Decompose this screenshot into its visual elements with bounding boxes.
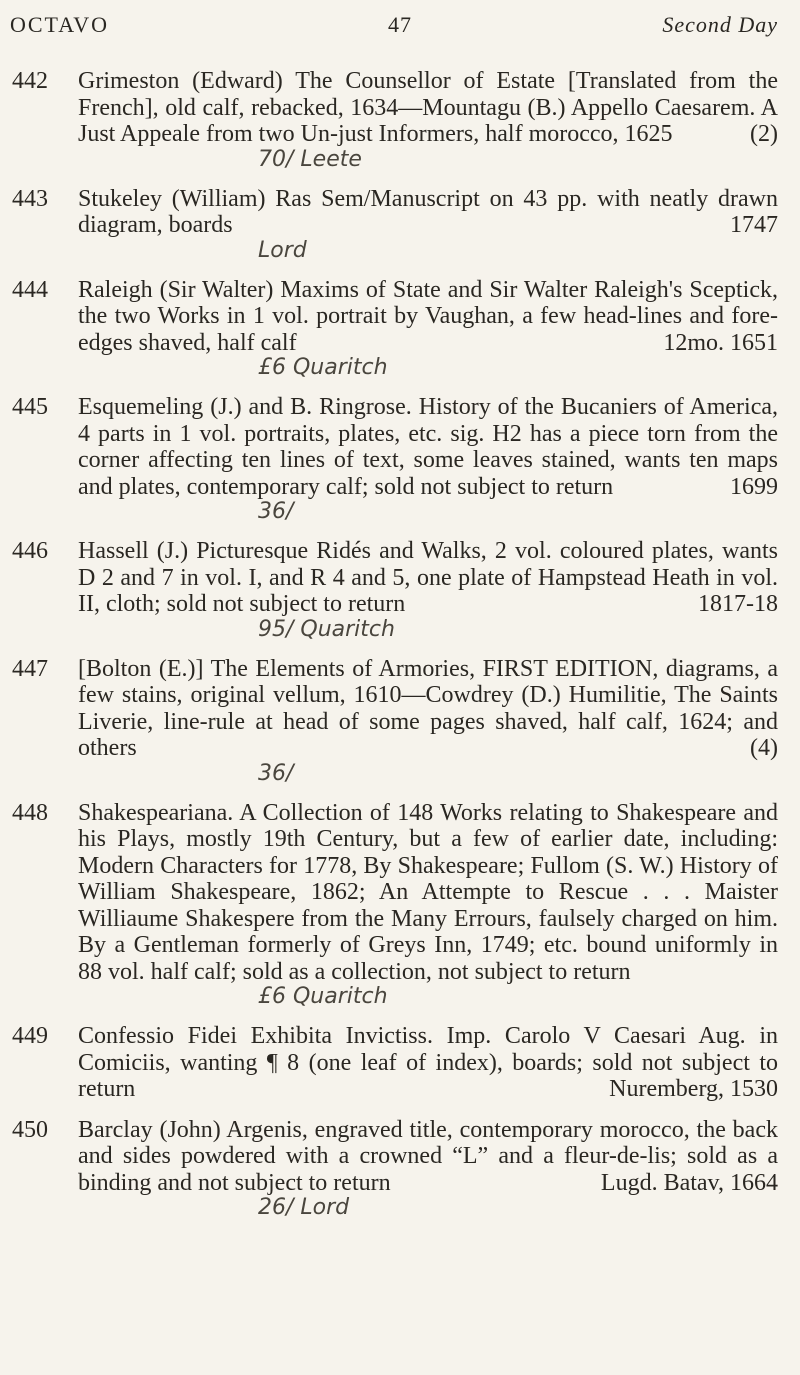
lot-suffix: 1747	[730, 212, 778, 238]
catalogue-entries	[0, 68, 800, 1234]
lot-text: Raleigh (Sir Walter) Maxims of State and Sir Walter Raleigh's Sceptick, the two Works in 1 vol. portrait by Vaughan, a few head-lines and fore-edges shaved, half calf	[78, 276, 778, 356]
lot-description	[78, 68, 778, 172]
lot-suffix: (4)	[750, 735, 778, 761]
handwritten-annotation: 26/ Lord	[258, 1195, 350, 1220]
lot-number: 444	[12, 276, 48, 303]
lot-number: 442	[12, 68, 48, 94]
handwritten-annotation: 36/	[258, 760, 294, 786]
lot-number: 443	[12, 185, 48, 212]
lot-text: [Bolton (E.)] The Elements of Armories, FIRST EDITION, diagrams, a few stains, original vellum, 1610—Cowdrey (D.) Humilitie, The Saints Liverie, line-rule at head of some pages shaved, half calf, 1624; and others	[78, 655, 778, 761]
handwritten-annotation: Lord	[258, 237, 307, 263]
lot-suffix: Nuremberg, 1530	[609, 1076, 778, 1102]
lot-text: Stukeley (William) Ras Sem/Manuscript on 43 pp. with neatly drawn diagram, boards	[78, 185, 778, 238]
catalogue-entry-449	[0, 1023, 800, 1103]
lot-suffix: (2)	[750, 121, 778, 147]
lot-text: Barclay (John) Argenis, engraved title, contemporary morocco, the back and sides powdered with a crowned “L” and a fleur-de-lis; sold as a binding and not subject to return	[78, 1116, 778, 1196]
lot-number: 446	[12, 538, 48, 564]
handwritten-annotation: 70/ Leete	[258, 146, 362, 172]
catalogue-entry-448	[0, 800, 800, 1010]
lot-text: Confessio Fidei Exhibita Invictiss. Imp. Carolo V Caesari Aug. in Comiciis, wanting ¶ 8 (one leaf of index), boards; sold not subject to return	[78, 1023, 778, 1102]
running-head	[0, 0, 800, 52]
lot-text: Hassell (J.) Picturesque Ridés and Walks, 2 vol. coloured plates, wants D 2 and 7 in vol. I, and R 4 and 5, one plate of Hampstead Heath in vol. II, cloth; sold not subject to return	[78, 538, 778, 617]
lot-number: 445	[12, 394, 48, 420]
catalogue-entry-447	[0, 656, 800, 786]
lot-suffix: 1817-18	[698, 591, 778, 617]
lot-text: Grimeston (Edward) The Counsellor of Estate [Translated from the French], old calf, rebacked, 1634—Mountagu (B.) Appello Caesarem. A Just Appeale from two Un-just Informers, half morocco, 1625	[78, 68, 778, 147]
catalogue-entry-443	[0, 186, 800, 263]
lot-description	[78, 186, 778, 263]
catalogue-entry-445	[0, 394, 800, 524]
lot-number: 448	[12, 799, 48, 826]
running-head-title: Second Day	[662, 12, 778, 37]
lot-number: 450	[12, 1116, 48, 1143]
catalogue-entry-442	[0, 68, 800, 172]
handwritten-annotation: £6 Quaritch	[258, 984, 388, 1009]
catalogue-entry-450	[0, 1117, 800, 1221]
page-number: 47	[388, 12, 412, 37]
lot-number: 449	[12, 1023, 48, 1049]
lot-suffix: 12mo. 1651	[663, 329, 778, 356]
handwritten-annotation: 95/ Quaritch	[258, 616, 395, 642]
lot-number: 447	[12, 655, 48, 682]
lot-description	[78, 277, 778, 381]
lot-suffix: 1699	[730, 473, 778, 500]
lot-description	[78, 1117, 778, 1221]
catalogue-entry-446	[0, 538, 800, 642]
running-head-section: OCTAVO	[10, 12, 110, 37]
lot-text: Shakespeariana. A Collection of 148 Works relating to Shakespeare and his Plays, mostly 19th Century, but a few of earlier date, including: Modern Characters for 1778, By Shakespeare; Fullom (S. W.) History of William Shakespeare, 1862; An Attempte to Rescue . . . Maister Williaume Shakespere from the Many Errours, faulsely charged on him. By a Gentleman formerly of Greys Inn, 1749; etc. bound uniformly in 88 vol. half calf; sold as a collection, not subject to return	[78, 799, 778, 985]
handwritten-annotation: 36/	[258, 499, 294, 524]
lot-description	[78, 538, 778, 642]
lot-suffix: Lugd. Batav, 1664	[600, 1169, 778, 1196]
lot-description	[78, 1023, 778, 1103]
lot-description	[78, 800, 778, 1010]
lot-description	[78, 394, 778, 524]
catalogue-entry-444	[0, 277, 800, 381]
lot-description	[78, 656, 778, 786]
lot-text: Esquemeling (J.) and B. Ringrose. History of the Bucaniers of America, 4 parts in 1 vol. portraits, plates, etc. sig. H2 has a piece torn from the corner affecting ten lines of text, some leaves stained, wants ten maps and plates, contemporary calf; sold not subject to return	[78, 394, 778, 500]
handwritten-annotation: £6 Quaritch	[258, 355, 388, 380]
